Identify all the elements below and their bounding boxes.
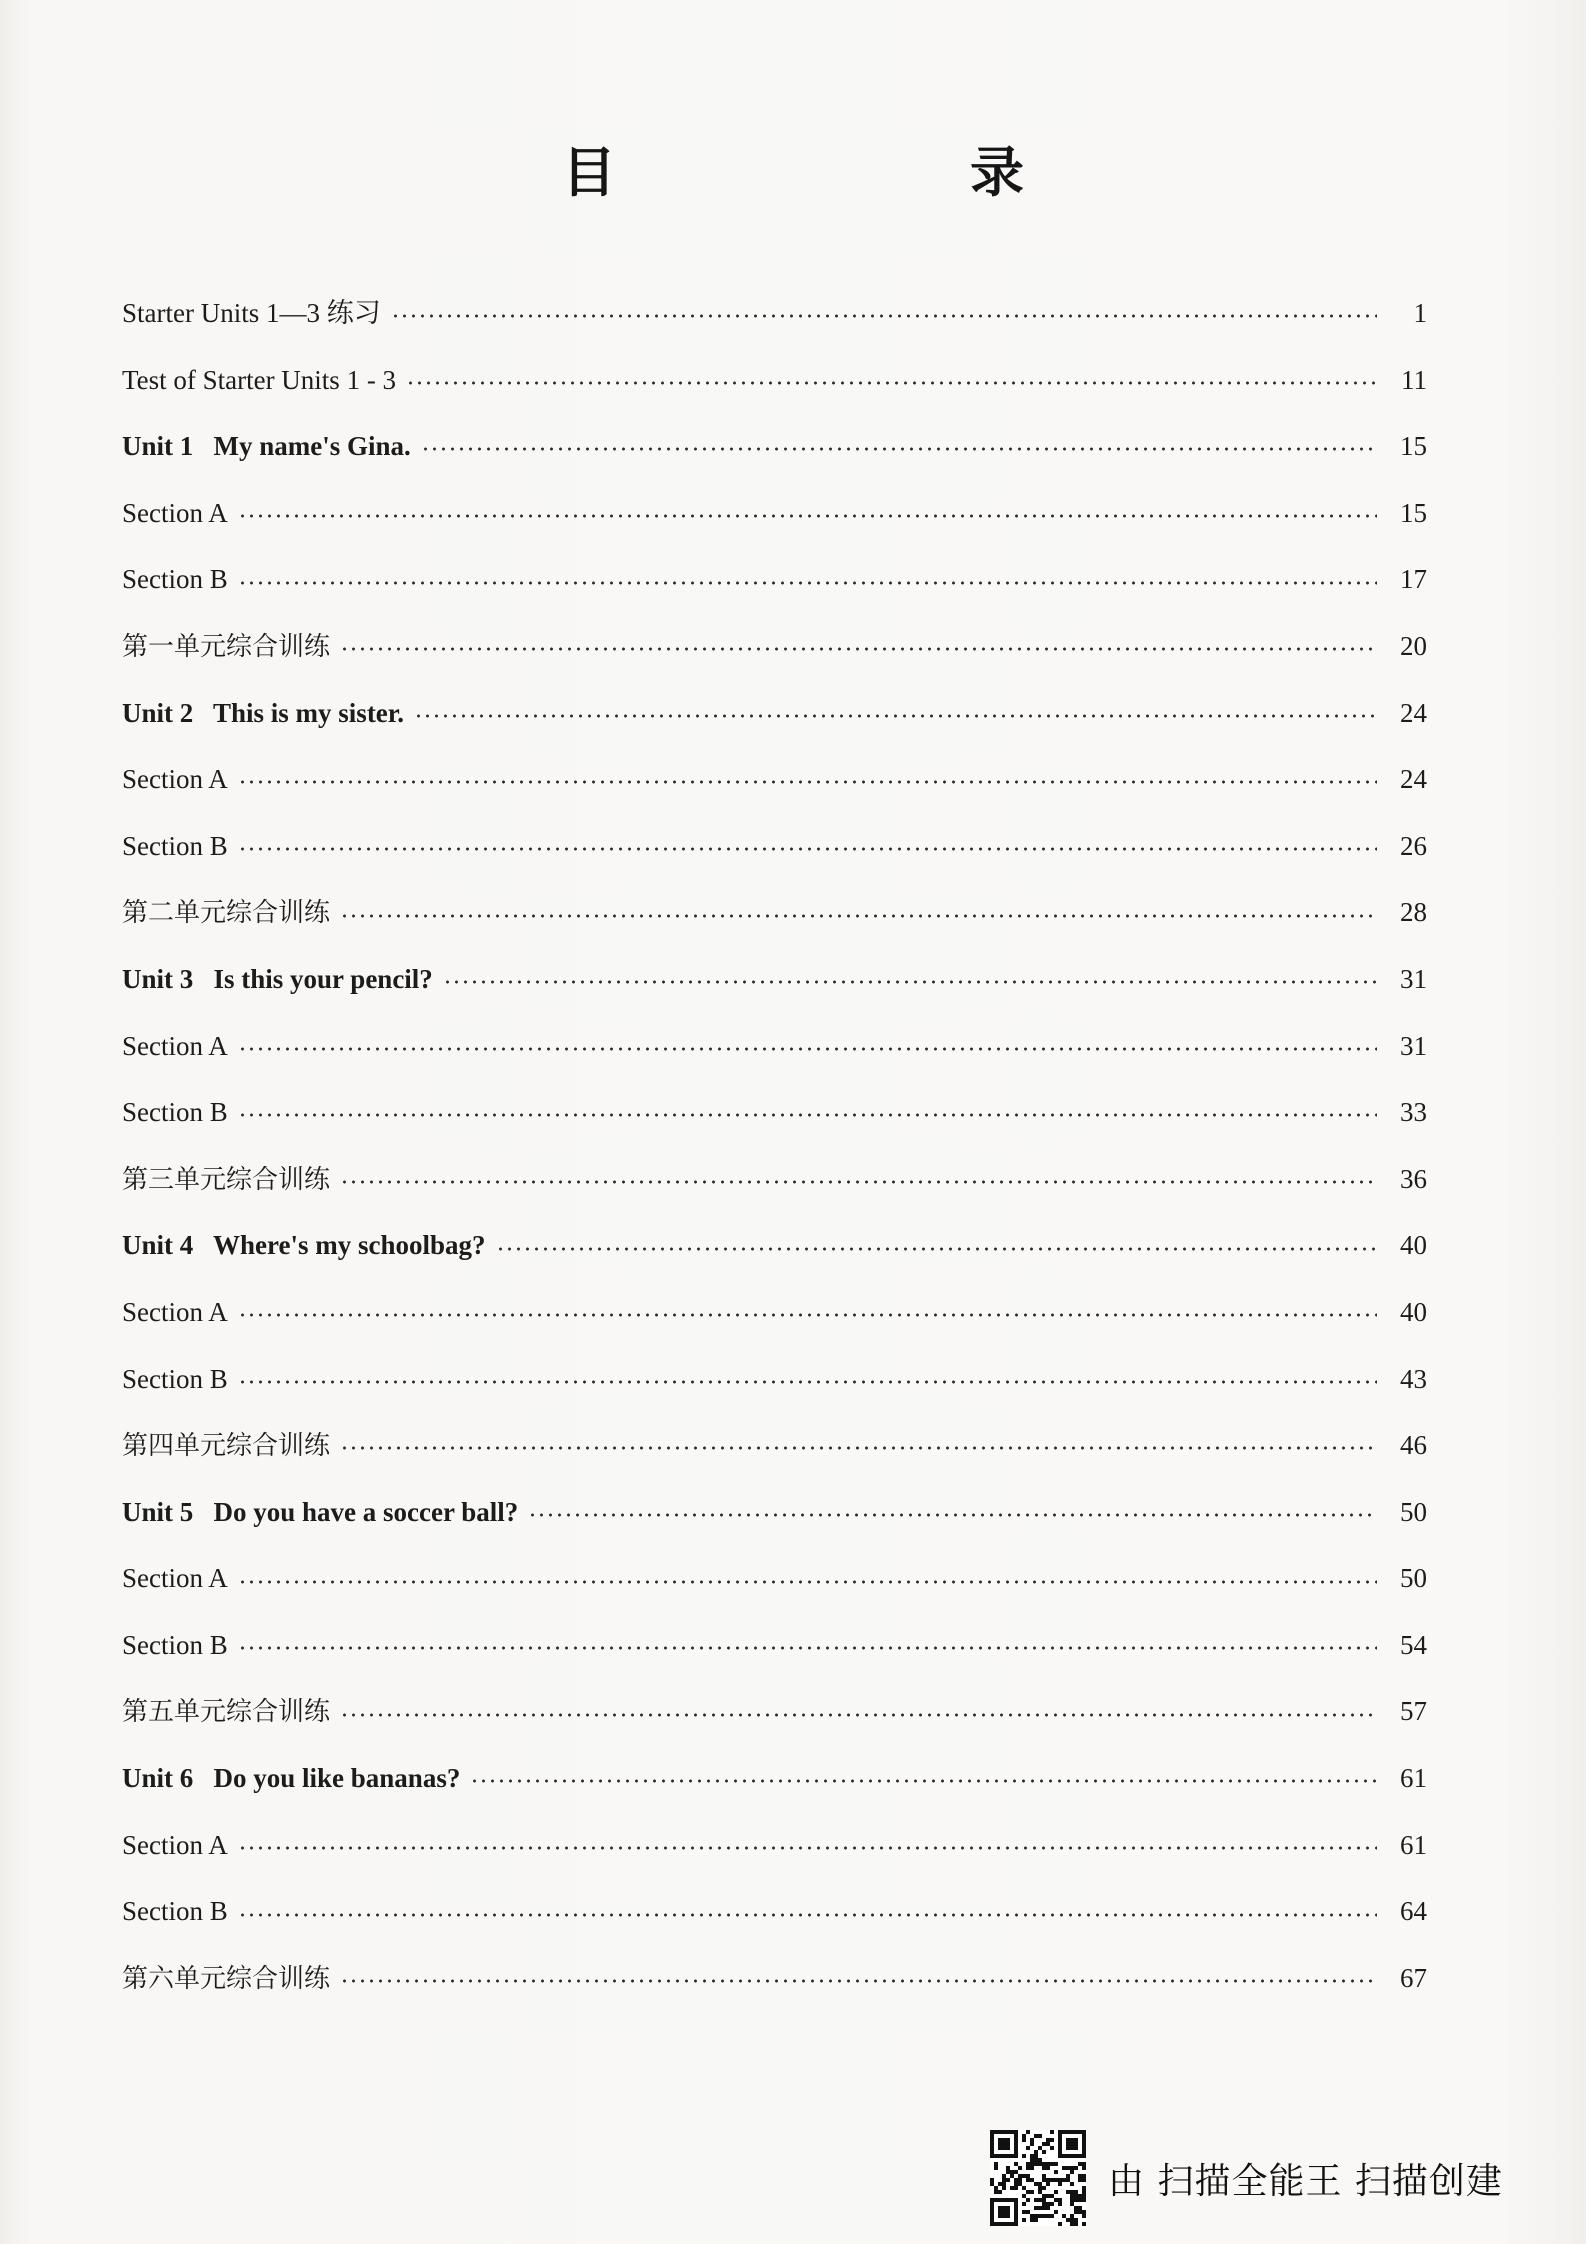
toc-page-number: 11 [1401, 364, 1427, 395]
toc-entry [122, 347, 1427, 414]
dot-leader [340, 1180, 1377, 1184]
dot-leader [238, 1913, 1377, 1917]
qr-code-icon [990, 2130, 1086, 2226]
toc-entry-label: 第四单元综合训练 [122, 1431, 331, 1462]
dot-leader [238, 847, 1377, 851]
toc-page-number: 64 [1400, 1896, 1427, 1927]
toc-entry-label: Section B [122, 1629, 228, 1660]
toc-page-number: 54 [1400, 1629, 1427, 1660]
toc-entry [122, 813, 1427, 880]
dot-leader [238, 1646, 1377, 1650]
toc-page-number: 20 [1400, 630, 1427, 661]
dot-leader [414, 714, 1377, 718]
dot-leader [238, 1380, 1377, 1384]
watermark-text: 由 扫描全能王 扫描创建 [1108, 2160, 1503, 2202]
toc-entry [122, 280, 1427, 347]
dot-leader [238, 514, 1377, 518]
toc-entry [122, 1479, 1427, 1546]
toc-entry [122, 879, 1427, 946]
toc-entry [122, 546, 1427, 613]
dot-leader [496, 1247, 1377, 1251]
scanner-watermark [990, 2130, 1503, 2226]
toc-entry [122, 1079, 1427, 1146]
dot-leader [238, 1846, 1377, 1850]
toc-page-number: 46 [1400, 1430, 1427, 1461]
toc-entry [122, 1146, 1427, 1213]
toc-entry [122, 1878, 1427, 1945]
dot-leader [238, 1113, 1377, 1117]
toc-entry [122, 1013, 1427, 1080]
dot-leader [238, 1313, 1377, 1317]
toc-page-number: 67 [1400, 1962, 1427, 1993]
toc-entry-label: Unit 4 Where's my schoolbag? [122, 1230, 486, 1261]
toc-entry [122, 1945, 1427, 2012]
toc-entry-label: 第五单元综合训练 [122, 1697, 331, 1728]
toc-entry-label: Unit 1 My name's Gina. [122, 431, 411, 462]
toc-entry-label: Test of Starter Units 1 - 3 [122, 364, 397, 395]
dot-leader [340, 1979, 1377, 1983]
toc-page-number: 61 [1400, 1829, 1427, 1860]
toc-entry-label: Section A [122, 764, 228, 795]
dot-leader [340, 1446, 1377, 1450]
toc-page-number: 1 [1413, 298, 1427, 328]
toc-entry [122, 413, 1427, 480]
dot-leader [238, 1580, 1377, 1584]
toc-page-number: 15 [1400, 497, 1427, 528]
toc-entry-label: Section B [122, 564, 228, 595]
toc-page-number: 50 [1400, 1563, 1427, 1594]
toc-entry [122, 1612, 1427, 1679]
toc-entry [122, 613, 1427, 680]
toc-entry [122, 746, 1427, 813]
toc-entry-label: 第二单元综合训练 [122, 898, 331, 929]
toc-page-number: 26 [1400, 830, 1427, 861]
toc-page-number: 43 [1400, 1363, 1427, 1394]
dot-leader [238, 780, 1377, 784]
dot-leader [238, 1047, 1377, 1051]
toc-entry [122, 680, 1427, 747]
dot-leader [406, 381, 1377, 385]
dot-leader [528, 1513, 1377, 1517]
dot-leader [421, 447, 1377, 451]
toc-entry-label: Unit 6 Do you like bananas? [122, 1763, 461, 1794]
toc-entry [122, 1412, 1427, 1479]
toc-entry-label: Section A [122, 1030, 228, 1061]
toc-entry-label: Section B [122, 1363, 228, 1394]
toc-page-number: 31 [1400, 1030, 1427, 1061]
toc-entry-label: 第六单元综合训练 [122, 1963, 331, 1994]
toc-page-number: 40 [1400, 1296, 1427, 1327]
page-title: 目 录 [562, 141, 1174, 204]
toc-entry-label: Unit 2 This is my sister. [122, 697, 405, 728]
toc-entry-label: 第三单元综合训练 [122, 1164, 331, 1195]
toc-entry-label: 第一单元综合训练 [122, 631, 331, 662]
toc-entry-label: Unit 3 Is this your pencil? [122, 963, 433, 994]
toc-entry-label: Section A [122, 1563, 228, 1594]
toc-entry-label: Section A [122, 1829, 228, 1860]
toc-entry-label: Starter Units 1—3 练习 [122, 298, 381, 328]
toc-entry [122, 1678, 1427, 1745]
toc-page-number: 17 [1400, 564, 1427, 595]
dot-leader [470, 1779, 1377, 1783]
toc-entry [122, 946, 1427, 1013]
toc-entry [122, 480, 1427, 547]
dot-leader [443, 980, 1377, 984]
toc-page-number: 28 [1400, 897, 1427, 928]
toc-page-number: 57 [1400, 1696, 1427, 1727]
dot-leader [340, 647, 1377, 651]
toc-page-number: 36 [1400, 1163, 1427, 1194]
toc-page-number: 24 [1400, 697, 1427, 728]
toc-entry-label: Section A [122, 1296, 228, 1327]
dot-leader [340, 1713, 1377, 1717]
toc-entry [122, 1745, 1427, 1812]
toc-page-number: 50 [1400, 1496, 1427, 1527]
toc-entry-label: Section A [122, 497, 228, 528]
toc-page-number: 40 [1400, 1230, 1427, 1261]
dot-leader [340, 914, 1377, 918]
toc-page-number: 33 [1400, 1097, 1427, 1128]
toc-entry [122, 1212, 1427, 1279]
toc-entry-label: Unit 5 Do you have a soccer ball? [122, 1496, 519, 1527]
toc-entry [122, 1812, 1427, 1879]
toc-entry-label: Section B [122, 830, 228, 861]
toc-entry-label: Section B [122, 1097, 228, 1128]
toc-entry-label: Section B [122, 1896, 228, 1927]
dot-leader [238, 581, 1377, 585]
toc-entry [122, 1545, 1427, 1612]
toc-page-number: 31 [1400, 963, 1427, 994]
toc-page-number: 24 [1400, 764, 1427, 795]
toc-entry [122, 1346, 1427, 1413]
table-of-contents [122, 280, 1427, 2011]
toc-entry [122, 1279, 1427, 1346]
toc-page-number: 61 [1400, 1763, 1427, 1794]
dot-leader [391, 314, 1377, 318]
toc-page-number: 15 [1400, 431, 1427, 462]
